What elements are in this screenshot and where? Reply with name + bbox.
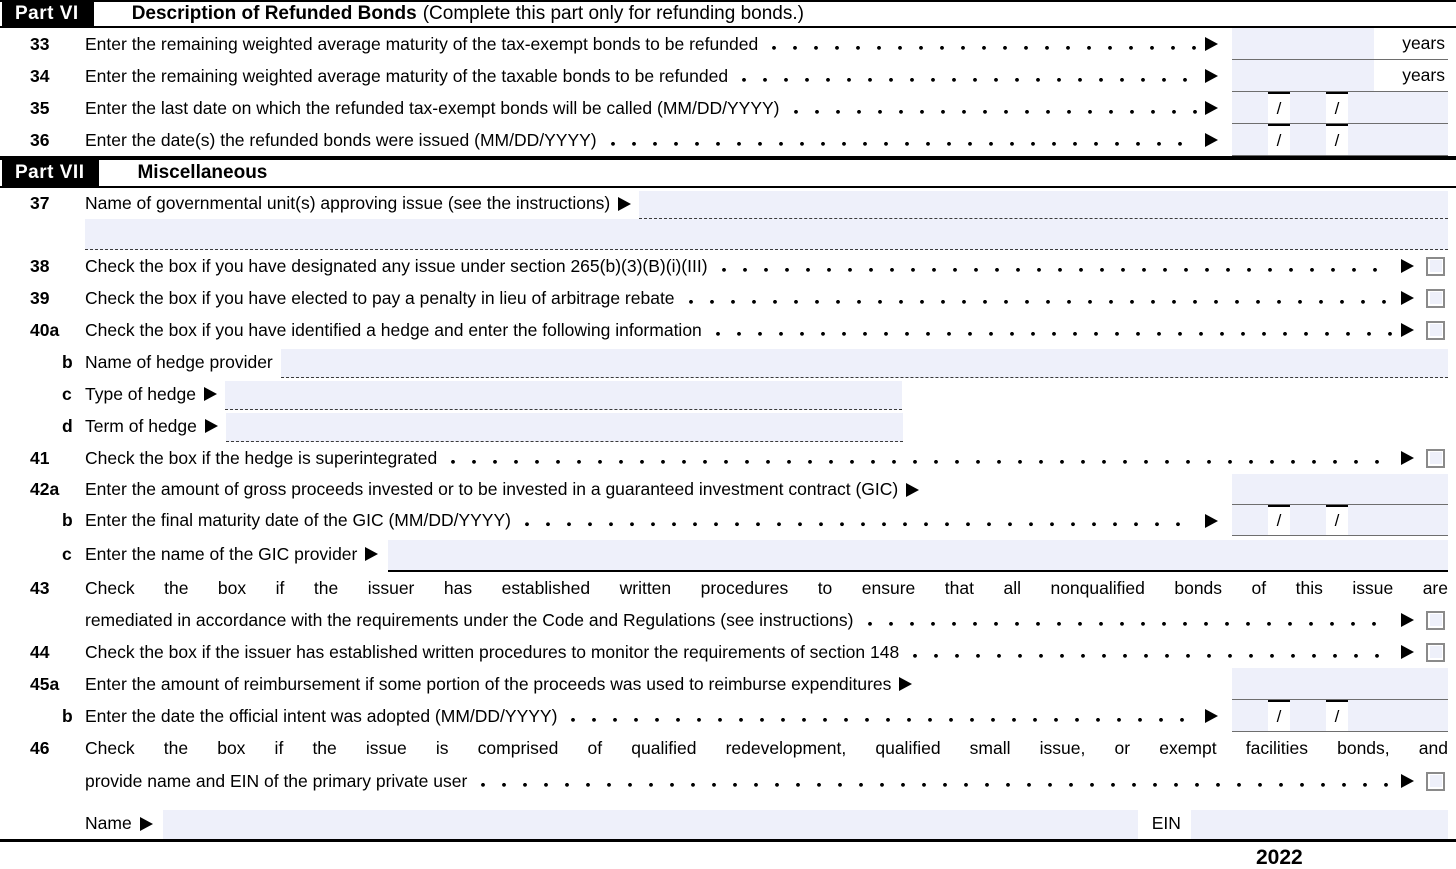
dot-leader: [563, 700, 1197, 732]
line35-date-zone: [1232, 92, 1448, 124]
right-arrow-icon: [1401, 259, 1414, 273]
line46-row1: [0, 732, 1456, 765]
name-ein-row: [0, 808, 1456, 839]
part6-header: [0, 0, 1456, 28]
line40a-number: 40a: [30, 319, 60, 340]
right-arrow-icon: [140, 817, 153, 831]
line43-row2: [0, 604, 1456, 636]
dot-leader: [734, 60, 1197, 92]
line41-checkbox[interactable]: [1426, 449, 1445, 468]
dot-leader: [786, 92, 1197, 124]
line45a-amount-field[interactable]: [1232, 668, 1448, 700]
line37-row2: [0, 219, 1456, 250]
line36-date-zone: [1232, 124, 1448, 156]
ein-label: EIN: [1151, 813, 1181, 833]
line36-row: [0, 124, 1456, 156]
line42a-number: 42a: [30, 479, 60, 499]
line34-label: Enter the remaining weighted average maturity of the taxable bonds to be refunded: [85, 65, 729, 86]
right-arrow-icon: [1205, 69, 1218, 83]
line43-label-line1: Check the box if the issuer has established written procedures to ensure that all nonqualified bonds of this issue are: [85, 577, 1448, 598]
right-arrow-icon: [906, 483, 919, 497]
right-arrow-icon: [1401, 451, 1414, 465]
part7-badge: Part VII: [2, 160, 99, 186]
right-arrow-icon: [1205, 514, 1218, 528]
line40b-field[interactable]: [281, 349, 1448, 378]
date-separator: /: [1268, 92, 1290, 123]
dot-leader: [517, 505, 1197, 536]
line33-label: Enter the remaining weighted average maturity of the tax-exempt bonds to be refunded: [85, 33, 759, 54]
line40c-label: Type of hedge: [85, 383, 196, 404]
line41-row: [0, 442, 1456, 474]
right-arrow-icon: [1401, 774, 1414, 788]
line40c-field[interactable]: [225, 381, 902, 410]
line39-label: Check the box if you have elected to pay a penalty in lieu of arbitrage rebate: [85, 287, 675, 308]
part7-title: Miscellaneous: [137, 162, 268, 183]
private-user-ein-field[interactable]: [1191, 810, 1448, 839]
line42c-label: Enter the name of the GIC provider: [85, 543, 358, 564]
line45b-day-field[interactable]: [1290, 700, 1326, 731]
dot-leader: [443, 442, 1393, 474]
right-arrow-icon: [1401, 291, 1414, 305]
line34-number: 34: [30, 65, 50, 86]
line45b-year-field[interactable]: [1348, 700, 1448, 731]
line35-row: [0, 92, 1456, 124]
line34-row: [0, 60, 1456, 92]
part7-header: [0, 160, 1456, 188]
line40b-number: b: [62, 351, 73, 372]
line46-row2: [0, 765, 1456, 797]
line42b-row: [0, 505, 1456, 536]
right-arrow-icon: [204, 387, 217, 401]
spacer: [0, 797, 1456, 808]
right-arrow-icon: [365, 547, 378, 561]
line38-row: [0, 250, 1456, 282]
line42c-number: c: [62, 543, 72, 564]
line40a-label: Check the box if you have identified a hedge and enter the following information: [85, 319, 702, 340]
line46-number: 46: [30, 738, 50, 758]
right-arrow-icon: [1205, 133, 1218, 147]
line34-years-field[interactable]: [1232, 60, 1374, 91]
dot-leader: [603, 124, 1197, 156]
line33-row: [0, 28, 1456, 60]
line37-field-line2[interactable]: [85, 219, 1448, 250]
line44-row: [0, 636, 1456, 668]
dot-leader: [860, 604, 1394, 636]
line40a-row: [0, 314, 1456, 346]
line39-number: 39: [30, 287, 50, 308]
line35-month-field[interactable]: [1232, 92, 1268, 123]
right-arrow-icon: [1401, 613, 1414, 627]
line36-year-field[interactable]: [1348, 124, 1448, 155]
part6-badge: Part VI: [2, 2, 94, 26]
line34-zone: [1232, 60, 1448, 92]
line40c-row: [0, 378, 1456, 410]
dot-leader: [473, 765, 1393, 797]
line40b-label: Name of hedge provider: [85, 351, 273, 372]
footer-year: 2022: [1256, 846, 1303, 869]
line34-years-suffix: years: [1402, 65, 1445, 85]
line43-label-line2: remediated in accordance with the requirements under the Code and Regulations (see instructions): [85, 609, 854, 630]
dot-leader: [714, 250, 1393, 282]
line40d-row: [0, 410, 1456, 442]
line42b-day-field[interactable]: [1290, 505, 1326, 535]
line43-row1: [0, 572, 1456, 604]
page-bottom-rule: [0, 839, 1456, 842]
line45b-date-zone: [1232, 700, 1448, 732]
line42a-row: [0, 474, 1456, 505]
right-arrow-icon: [1205, 37, 1218, 51]
line35-number: 35: [30, 97, 50, 118]
line43-number: 43: [30, 577, 50, 598]
line35-year-field[interactable]: [1348, 92, 1448, 123]
line40b-row: [0, 346, 1456, 378]
line41-number: 41: [30, 447, 50, 468]
dot-leader: [681, 282, 1393, 314]
right-arrow-icon: [1401, 323, 1414, 337]
date-separator: /: [1326, 700, 1348, 731]
part6-note: (Complete this part only for refunding bonds.): [422, 3, 804, 24]
line44-label: Check the box if the issuer has established written procedures to monitor the requirements of section 148: [85, 641, 900, 662]
date-separator: /: [1268, 700, 1290, 731]
dot-leader: [764, 28, 1197, 60]
line40d-field[interactable]: [226, 413, 903, 442]
spacer: [918, 668, 1224, 700]
line36-day-field[interactable]: [1290, 124, 1326, 155]
line40d-number: d: [62, 415, 73, 436]
line39-checkbox[interactable]: [1426, 289, 1445, 308]
date-separator: /: [1326, 124, 1348, 155]
line33-zone: [1232, 28, 1448, 60]
line38-checkbox[interactable]: [1426, 257, 1445, 276]
dot-leader: [905, 636, 1393, 668]
line42a-label: Enter the amount of gross proceeds invested or to be invested in a guaranteed investment contract (GIC): [85, 479, 899, 499]
line33-years-suffix: years: [1402, 33, 1445, 53]
line42a-amount-field[interactable]: [1232, 474, 1448, 505]
right-arrow-icon: [1205, 101, 1218, 115]
line42c-row: [0, 536, 1456, 572]
line42b-date-zone: [1232, 505, 1448, 536]
right-arrow-icon: [899, 677, 912, 691]
line46-label-line2: provide name and EIN of the primary private user: [85, 770, 468, 791]
line35-day-field[interactable]: [1290, 92, 1326, 123]
line45a-row: [0, 668, 1456, 700]
line46-label-line1: Check the box if the issue is comprised of qualified redevelopment, qualified small issue, or exempt facilities bonds, and: [85, 738, 1448, 758]
date-separator: /: [1326, 505, 1348, 535]
date-separator: /: [1268, 124, 1290, 155]
line35-label: Enter the last date on which the refunded tax-exempt bonds will be called (MM/DD/YYYY): [85, 97, 780, 118]
line43-checkbox[interactable]: [1426, 611, 1445, 630]
part6-title: Description of Refunded Bonds: [131, 3, 417, 24]
name-label: Name: [85, 813, 132, 833]
line37-number: 37: [30, 193, 50, 213]
line37-label: Name of governmental unit(s) approving issue (see the instructions): [85, 193, 611, 213]
line45b-month-field[interactable]: [1232, 700, 1268, 731]
line37-field-line1[interactable]: [639, 191, 1448, 219]
spacer: [925, 474, 1224, 505]
date-separator: /: [1326, 92, 1348, 123]
line42c-field[interactable]: [388, 540, 1448, 572]
line41-label: Check the box if the hedge is superintegrated: [85, 447, 438, 468]
line36-label: Enter the date(s) the refunded bonds were issued (MM/DD/YYYY): [85, 129, 597, 150]
line40d-label: Term of hedge: [85, 415, 197, 436]
line44-checkbox[interactable]: [1426, 643, 1445, 662]
line36-number: 36: [30, 129, 50, 150]
line36-month-field[interactable]: [1232, 124, 1268, 155]
line38-number: 38: [30, 255, 50, 276]
right-arrow-icon: [1205, 709, 1218, 723]
dot-leader: [708, 314, 1393, 346]
line42b-label: Enter the final maturity date of the GIC (MM/DD/YYYY): [85, 510, 511, 530]
line39-row: [0, 282, 1456, 314]
line45b-label: Enter the date the official intent was adopted (MM/DD/YYYY): [85, 705, 558, 726]
line46-checkbox[interactable]: [1426, 772, 1445, 791]
line42b-year-field[interactable]: [1348, 505, 1448, 535]
line33-years-field[interactable]: [1232, 28, 1374, 59]
line38-label: Check the box if you have designated any issue under section 265(b)(3)(B)(i)(III): [85, 255, 708, 276]
right-arrow-icon: [618, 197, 631, 211]
line42b-number: b: [62, 510, 73, 530]
line33-number: 33: [30, 33, 50, 54]
line45b-row: [0, 700, 1456, 732]
date-separator: /: [1268, 505, 1290, 535]
line42b-month-field[interactable]: [1232, 505, 1268, 535]
private-user-name-field[interactable]: [163, 810, 1138, 839]
right-arrow-icon: [1401, 645, 1414, 659]
line40a-checkbox[interactable]: [1426, 321, 1445, 340]
line37-row: [0, 188, 1456, 219]
right-arrow-icon: [205, 419, 218, 433]
line44-number: 44: [30, 641, 50, 662]
line45a-number: 45a: [30, 673, 60, 694]
line45b-number: b: [62, 705, 73, 726]
line45a-label: Enter the amount of reimbursement if some portion of the proceeds was used to reimburse expenditures: [85, 673, 892, 694]
line40c-number: c: [62, 383, 72, 404]
